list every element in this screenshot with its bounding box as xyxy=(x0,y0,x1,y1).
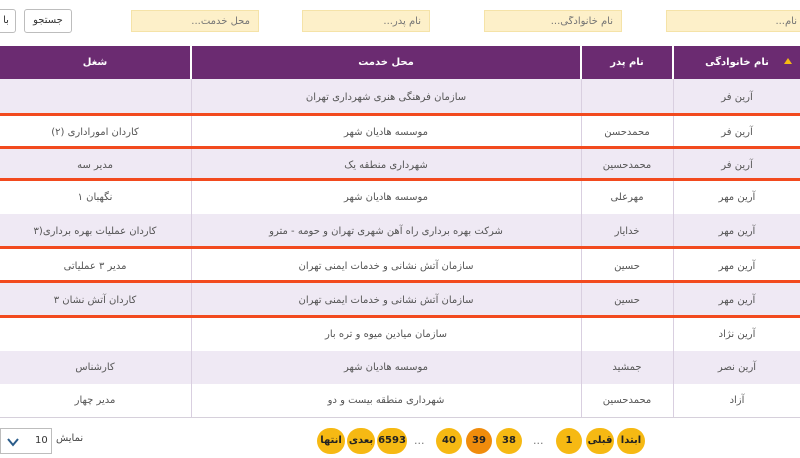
cell-father-name: محمدحسین xyxy=(602,395,652,406)
column-divider xyxy=(191,283,192,318)
back-button[interactable]: با xyxy=(0,9,16,33)
cell-job xyxy=(0,79,190,116)
table-row[interactable] xyxy=(0,181,800,214)
cell-service-place: شهرداری منطقه یک xyxy=(344,159,428,171)
column-divider xyxy=(191,181,192,214)
cell-service-place: شرکت بهره برداری راه آهن شهری تهران و حومه - مترو xyxy=(269,226,503,237)
cell-father-name xyxy=(582,318,672,351)
cell-father-name: خدایار xyxy=(614,226,640,237)
column-divider xyxy=(673,283,674,318)
column-divider xyxy=(191,116,192,149)
column-divider xyxy=(673,318,674,351)
cell-family-name: آرین مهر xyxy=(718,192,756,203)
cell-job: کاردان اموراداری (۲) xyxy=(51,127,139,138)
cell-job: مدیر چهار xyxy=(74,395,116,406)
next-button[interactable]: بعدی xyxy=(347,428,375,454)
table-row[interactable] xyxy=(0,116,800,149)
page-last-number[interactable]: 6593 xyxy=(377,428,407,454)
page-38[interactable]: 38 xyxy=(496,428,522,454)
header-service-place[interactable]: محل خدمت xyxy=(192,46,580,79)
column-divider xyxy=(581,214,582,249)
cell-job: کاردان آتش نشان ۳ xyxy=(53,295,137,306)
prev-button[interactable]: قبلی xyxy=(586,428,614,454)
column-divider xyxy=(191,384,192,417)
cell-father-name: جمشید xyxy=(612,362,642,373)
column-divider xyxy=(581,283,582,318)
pagination-ellipsis-left: ... xyxy=(533,434,544,447)
column-divider xyxy=(191,351,192,384)
page-40[interactable]: 40 xyxy=(436,428,462,454)
header-job[interactable]: شغل xyxy=(0,46,190,79)
filter-bar xyxy=(0,0,800,46)
cell-service-place: سازمان آتش نشانی و خدمات ایمنی تهران xyxy=(298,295,474,306)
cell-service-place: موسسه هادیان شهر xyxy=(344,127,428,138)
name-input[interactable] xyxy=(666,10,800,32)
table-row[interactable] xyxy=(0,384,800,417)
cell-father-name: محمدحسین xyxy=(602,159,652,171)
chevron-down-icon xyxy=(7,436,19,448)
cell-father-name: حسین xyxy=(614,295,640,306)
column-divider xyxy=(581,384,582,417)
cell-family-name: آرین فر xyxy=(721,159,753,171)
column-divider xyxy=(673,249,674,283)
father-name-input[interactable] xyxy=(302,10,430,32)
cell-father-name: حسین xyxy=(614,260,640,272)
table-row[interactable] xyxy=(0,318,800,351)
column-divider xyxy=(581,79,582,116)
column-divider xyxy=(581,318,582,351)
page-39-current[interactable]: 39 xyxy=(466,428,492,454)
sort-ascending-icon[interactable] xyxy=(784,58,792,64)
cell-job: کارشناس xyxy=(75,362,115,373)
cell-job xyxy=(0,318,190,351)
column-divider xyxy=(581,116,582,149)
column-divider xyxy=(191,79,192,116)
column-divider xyxy=(673,181,674,214)
cell-service-place: سازمان آتش نشانی و خدمات ایمنی تهران xyxy=(298,260,474,272)
cell-family-name: آرین مهر xyxy=(718,226,756,237)
family-name-input[interactable] xyxy=(484,10,622,32)
column-divider xyxy=(191,318,192,351)
column-divider xyxy=(673,79,674,116)
cell-family-name: آرین مهر xyxy=(718,295,756,306)
pagination-bar xyxy=(0,418,800,458)
cell-job: نگهبان ۱ xyxy=(77,192,113,203)
search-button[interactable]: جستجو xyxy=(24,9,72,33)
pagination-ellipsis-right: ... xyxy=(414,434,425,447)
cell-job: مدیر ۳ عملیاتی xyxy=(63,260,127,272)
column-divider xyxy=(673,149,674,181)
cell-father-name: مهرعلی xyxy=(610,192,644,203)
column-divider xyxy=(581,249,582,283)
header-father-name[interactable]: نام پدر xyxy=(582,46,672,79)
column-divider xyxy=(673,116,674,149)
cell-service-place: موسسه هادیان شهر xyxy=(344,192,428,203)
cell-service-place: موسسه هادیان شهر xyxy=(344,362,428,373)
cell-job: مدیر سه xyxy=(77,159,113,171)
first-button[interactable]: ابتدا xyxy=(617,428,645,454)
header-family-name-label: نام خانوادگی xyxy=(705,57,769,68)
table-row[interactable] xyxy=(0,214,800,249)
column-divider xyxy=(673,351,674,384)
last-button[interactable]: انتها xyxy=(317,428,345,454)
cell-job: کاردان عملیات بهره برداری(۳ xyxy=(33,226,157,237)
column-divider xyxy=(191,149,192,181)
table-row[interactable] xyxy=(0,249,800,283)
cell-service-place: شهرداری منطقه بیست و دو xyxy=(327,395,445,406)
header-family-name[interactable] xyxy=(674,46,800,79)
cell-family-name: آرین نژاد xyxy=(718,329,756,340)
cell-family-name: آزاد xyxy=(729,395,745,406)
cell-family-name: آرین مهر xyxy=(718,260,756,272)
table-row[interactable] xyxy=(0,79,800,116)
cell-service-place: سازمان میادین میوه و تره بار xyxy=(325,329,447,340)
table-row[interactable] xyxy=(0,351,800,384)
column-divider xyxy=(581,351,582,384)
table-row[interactable] xyxy=(0,149,800,181)
column-divider xyxy=(191,214,192,249)
table-row[interactable] xyxy=(0,283,800,318)
column-divider xyxy=(581,181,582,214)
cell-father-name: محمدحسن xyxy=(604,127,650,138)
cell-family-name: آرین نصر xyxy=(717,362,757,373)
show-label: نمایش xyxy=(56,433,84,444)
column-divider xyxy=(581,149,582,181)
cell-family-name: آرین فر xyxy=(721,127,753,138)
page-size-select[interactable] xyxy=(0,428,52,454)
column-divider xyxy=(673,384,674,417)
page-size-value: 10 xyxy=(35,435,48,446)
service-place-input[interactable] xyxy=(131,10,259,32)
cell-family-name: آرین فر xyxy=(721,92,753,103)
page-1[interactable]: 1 xyxy=(556,428,582,454)
cell-service-place: سازمان فرهنگی هنری شهرداری تهران xyxy=(305,92,467,103)
cell-father-name xyxy=(582,79,672,116)
column-divider xyxy=(673,214,674,249)
column-divider xyxy=(191,249,192,283)
